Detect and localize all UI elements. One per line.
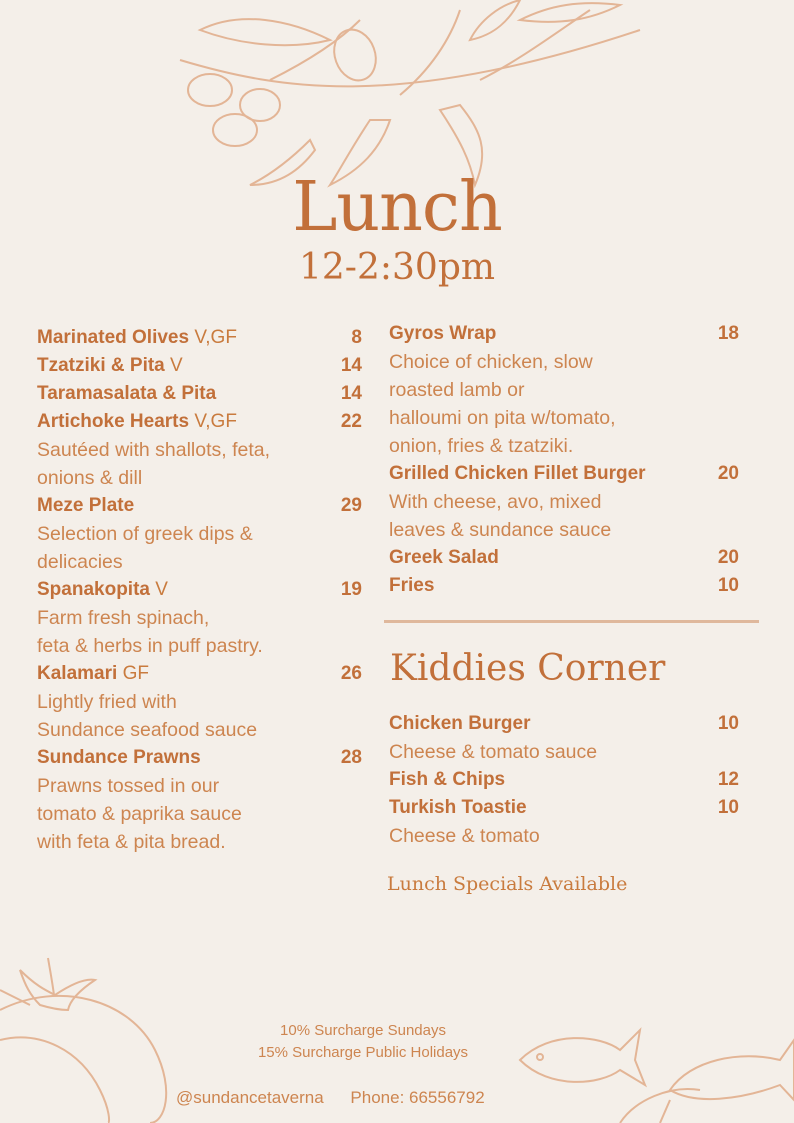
lunch-specials-note: Lunch Specials Available (387, 873, 628, 895)
menu-item-description: leaves & sundance sauce (389, 519, 612, 541)
menu-item-name: Turkish Toastie (389, 797, 527, 818)
menu-item-name: Chicken Burger (389, 713, 531, 734)
menu-item-price: 8 (351, 327, 362, 348)
menu-item (37, 352, 362, 380)
menu-item-diet: GF (122, 663, 149, 684)
contact-info (176, 1086, 507, 1110)
menu-item-description: halloumi on pita w/tomato, (389, 407, 616, 429)
surcharge-notes (0, 1020, 726, 1064)
kids-section-title: Kiddies Corner (390, 648, 666, 689)
menu-item-name: Artichoke Hearts (37, 411, 190, 432)
menu-item-price: 29 (340, 495, 362, 516)
menu-item (37, 576, 362, 604)
menu-item-price: 10 (717, 797, 739, 818)
kids-menu-column (389, 710, 739, 850)
menu-item-price: 10 (717, 713, 739, 734)
menu-item-description: tomato & paprika sauce (37, 803, 242, 825)
menu-item-description: feta & herbs in puff pastry. (37, 635, 263, 657)
menu-item-name: Fries (389, 575, 435, 596)
menu-item (389, 572, 739, 600)
menu-item-title (389, 572, 434, 600)
menu-item-diet: V,GF (194, 327, 237, 348)
menu-item-title (389, 710, 530, 738)
menu-item (37, 408, 362, 436)
menu-item-price: 14 (340, 383, 362, 404)
menu-item-description: Sundance seafood sauce (37, 719, 258, 741)
menu-item-price: 18 (717, 323, 739, 344)
menu-item-price: 10 (717, 575, 739, 596)
menu-item-price: 26 (340, 663, 362, 684)
menu-item-description: Farm fresh spinach, (37, 607, 210, 629)
menu-item-description: Choice of chicken, slow (389, 351, 593, 373)
menu-item-description: with feta & pita bread. (37, 831, 226, 853)
menu-item-title (37, 744, 201, 772)
right-menu-column (389, 320, 739, 600)
menu-item-price: 20 (717, 547, 739, 568)
menu-item-name: Taramasalata & Pita (37, 383, 217, 404)
menu-item (37, 744, 362, 772)
menu-item-title (389, 794, 527, 822)
menu-item-title (389, 766, 505, 794)
menu-item (37, 492, 362, 520)
menu-item-price: 20 (717, 463, 739, 484)
menu-item-diet: V,GF (194, 411, 237, 432)
menu-item-description: onions & dill (37, 467, 143, 489)
menu-item-name: Kalamari (37, 663, 118, 684)
menu-item (389, 794, 739, 822)
menu-item-name: Greek Salad (389, 547, 499, 568)
menu-item (37, 660, 362, 688)
menu-item-diet: V (155, 579, 168, 600)
menu-item-title (37, 380, 216, 408)
menu-item (37, 380, 362, 408)
menu-item (389, 544, 739, 572)
menu-item-description: onion, fries & tzatziki. (389, 435, 574, 457)
menu-item-description: Cheese & tomato (389, 825, 540, 847)
menu-item-title (389, 544, 499, 572)
page-title: Lunch (292, 168, 502, 247)
menu-item-description: delicacies (37, 551, 123, 573)
menu-item-description: Cheese & tomato sauce (389, 741, 598, 763)
menu-item-title (389, 460, 646, 488)
menu-item-description: Prawns tossed in our (37, 775, 220, 797)
menu-item (389, 766, 739, 794)
menu-item-name: Fish & Chips (389, 769, 506, 790)
phone-number: Phone: 66556792 (350, 1088, 485, 1107)
menu-item-name: Tzatziki & Pita (37, 355, 165, 376)
menu-item (389, 460, 739, 488)
menu-item-name: Meze Plate (37, 495, 135, 516)
menu-item-price: 12 (717, 769, 739, 790)
section-divider (384, 620, 759, 623)
menu-item-title (37, 352, 183, 380)
instagram-handle: @sundancetaverna (176, 1088, 324, 1107)
menu-item (37, 324, 362, 352)
menu-item-title (37, 324, 237, 352)
menu-item-description: Lightly fried with (37, 691, 177, 713)
menu-item-description: roasted lamb or (389, 379, 525, 401)
menu-item-price: 14 (340, 355, 362, 376)
menu-item-price: 28 (340, 747, 362, 768)
menu-item-price: 22 (340, 411, 362, 432)
menu-item-title (389, 320, 496, 348)
lunch-hours: 12-2:30pm (299, 247, 495, 288)
menu-item-description: Selection of greek dips & (37, 523, 253, 545)
left-menu-column (37, 324, 362, 856)
surcharge-holidays: 15% Surcharge Public Holidays (257, 1044, 469, 1061)
menu-item-name: Marinated Olives (37, 327, 190, 348)
menu-item-name: Gyros Wrap (389, 323, 497, 344)
menu-item-name: Spanakopita (37, 579, 150, 600)
menu-item-title (37, 408, 237, 436)
menu-item (389, 320, 739, 348)
menu-item-description: With cheese, avo, mixed (389, 491, 602, 513)
menu-item-title (37, 492, 134, 520)
menu-item (389, 710, 739, 738)
menu-item-price: 19 (340, 579, 362, 600)
menu-item-description: Sautéed with shallots, feta, (37, 439, 271, 461)
menu-item-name: Grilled Chicken Fillet Burger (389, 463, 646, 484)
menu-item-title (37, 660, 149, 688)
menu-item-diet: V (170, 355, 183, 376)
menu-item-name: Sundance Prawns (37, 747, 201, 768)
surcharge-sundays: 10% Surcharge Sundays (280, 1022, 446, 1039)
menu-item-title (37, 576, 168, 604)
olive-branch-icon (140, 0, 660, 190)
